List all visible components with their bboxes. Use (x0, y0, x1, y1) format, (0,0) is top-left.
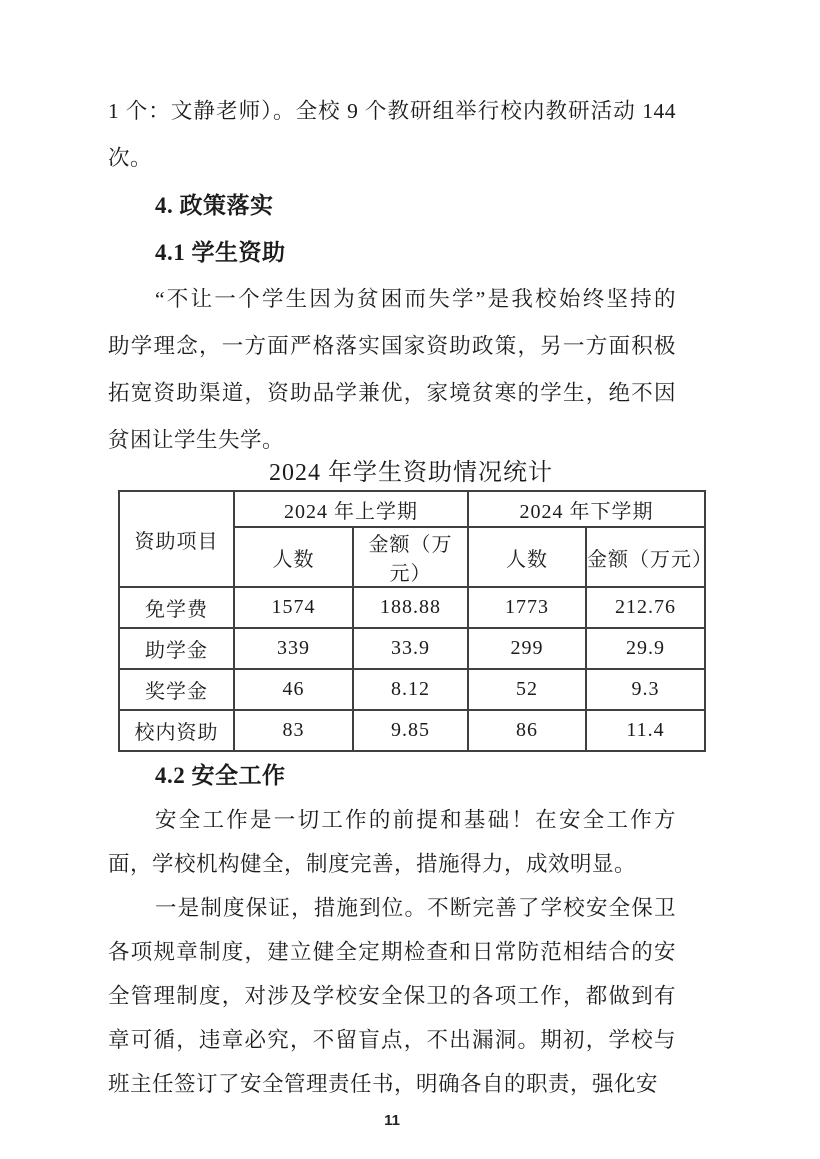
text-line: 次。 (108, 146, 153, 170)
cell-amount: 9.85 (353, 710, 468, 751)
cell-count: 86 (468, 710, 586, 751)
text-line: 面，学校机构健全，制度完善，措施得力，成效明显。 (108, 852, 637, 876)
cell-amount: 33.9 (353, 628, 468, 669)
cell-count: 1574 (234, 587, 353, 628)
text-line: 章可循，违章必究，不留盲点，不出漏洞。期初，学校与 (108, 1028, 676, 1052)
cell-amount: 188.88 (353, 587, 468, 628)
text-line: 班主任签订了安全管理责任书，明确各自的职责，强化安 (108, 1072, 659, 1096)
text-line: “不让一个学生因为贫困而失学”是我校始终坚持的 (155, 287, 676, 311)
table-row (119, 669, 705, 710)
cell-item: 免学费 (119, 587, 234, 628)
table-row (119, 587, 705, 628)
funding-table (118, 490, 713, 752)
table-title: 2024 年学生资助情况统计 (269, 460, 553, 486)
cell-amount: 9.3 (586, 669, 705, 710)
heading-policy: 4. 政策落实 (155, 193, 274, 218)
cell-count: 46 (234, 669, 353, 710)
funding-table-block (118, 456, 713, 752)
cell-item: 助学金 (119, 628, 234, 669)
intro-paragraph (108, 88, 676, 182)
text-line: 全管理制度，对涉及学校安全保卫的各项工作，都做到有 (108, 984, 676, 1008)
cell-count: 1773 (468, 587, 586, 628)
cell-count: 299 (468, 628, 586, 669)
text-line: 1 个：文静老师）。全校 9 个教研组举行校内教研活动 144 (108, 99, 676, 123)
safety-paragraph-2 (108, 886, 676, 1106)
header-amount-first: 金额（万元） (353, 527, 468, 587)
table-row (119, 628, 705, 669)
cell-amount: 212.76 (586, 587, 705, 628)
safety-paragraph-1 (108, 798, 676, 886)
header-count-second: 人数 (468, 527, 586, 587)
header-semester-first: 2024 年上学期 (234, 491, 468, 527)
table-header-row-1 (119, 491, 705, 527)
text-line: 各项规章制度，建立健全定期检查和日常防范相结合的安 (108, 940, 676, 964)
cell-item: 奖学金 (119, 669, 234, 710)
header-semester-second: 2024 年下学期 (468, 491, 705, 527)
cell-amount: 8.12 (353, 669, 468, 710)
header-amount-second: 金额（万元） (586, 527, 705, 587)
text-line: 安全工作是一切工作的前提和基础！在安全工作方 (155, 808, 676, 832)
text-line: 拓宽资助渠道，资助品学兼优，家境贫寒的学生，绝不因 (108, 381, 676, 405)
heading-student-funding: 4.1 学生资助 (155, 240, 286, 265)
table-row (119, 710, 705, 751)
cell-count: 339 (234, 628, 353, 669)
text-line: 助学理念，一方面严格落实国家资助政策，另一方面积极 (108, 334, 676, 358)
page-number: 11 (384, 1112, 400, 1129)
text-line: 贫困让学生失学。 (108, 428, 285, 452)
cell-count: 83 (234, 710, 353, 751)
cell-amount: 29.9 (586, 628, 705, 669)
heading-safety-work: 4.2 安全工作 (155, 763, 286, 788)
funding-paragraph (108, 276, 676, 464)
header-item-column: 资助项目 (119, 491, 234, 587)
header-count-first: 人数 (234, 527, 353, 587)
text-line: 一是制度保证，措施到位。不断完善了学校安全保卫 (155, 896, 676, 920)
cell-item: 校内资助 (119, 710, 234, 751)
cell-amount: 11.4 (586, 710, 705, 751)
cell-count: 52 (468, 669, 586, 710)
